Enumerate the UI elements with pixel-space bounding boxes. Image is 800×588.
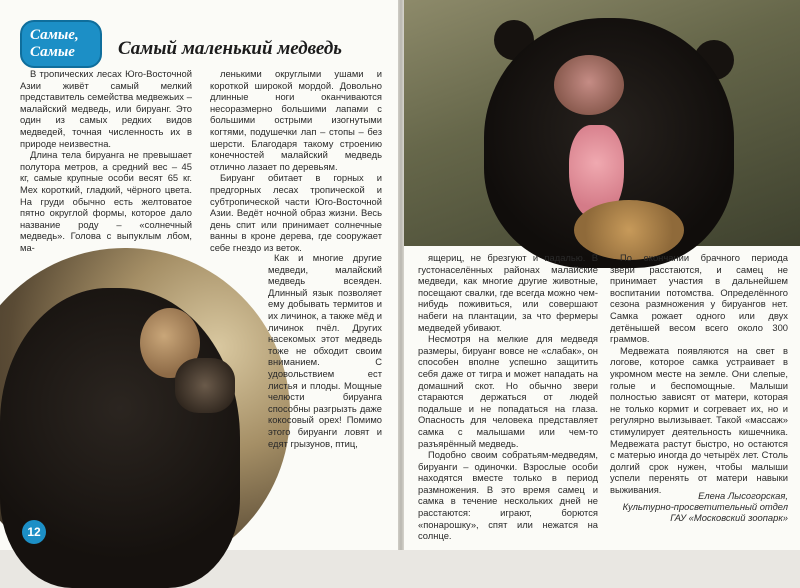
text-column-1 bbox=[20, 68, 192, 276]
paragraph: Несмотря на мелкие для медведя размеры, бируанг вовсе не «слабак», он способен вполне успешно защитить себя даже от тигра и может нападать на домашний скот. Но обычно звери стараются держаться от людей подальше и не попадаться на глаза. Опасность для человека представляет самка с малышами или чем-то разъярённый медведь. bbox=[418, 333, 598, 449]
paragraph: Медвежата появляются на свет в логове, которое самка устраивает в укромном месте на земле. Они слепые, голые и беспомощные. Малыши полностью зависят от матери, которая не только кормит и согревает их, но и регулярно вылизывает. Такой «массаж» стимулирует деятельность кишечника. Медвежата растут быстро, но остаются с матерью иногда до четырёх лет. Столь долгий срок нужен, чтобы малыши успели перенять от матери навыки выживания. bbox=[610, 344, 788, 495]
author-credit bbox=[610, 490, 788, 523]
paragraph: Длина тела бируанга не превышает полутора метров, а средний вес – 45 кг, самые крупные особи весят 65 кг. Мех короткий, гладкий, чёрного цвета. На груди обычно есть желтоватое пятно округлой формы, которое дало название роду – «солнечный медведь». Голова с выпуклым лбом, ма- bbox=[20, 149, 192, 253]
bear-photo-right bbox=[404, 0, 800, 246]
right-page bbox=[404, 0, 800, 550]
paragraph: ящериц, не брезгуют и падалью. В густонаселённых районах малайские медведи, как многие другие животные, посещают свалки, где всегда можно чем-нибудь поживиться, или совершают набеги на плантации, за что фермеры медведей убивают. bbox=[418, 252, 598, 333]
author-organization: ГАУ «Московский зоопарк» bbox=[670, 512, 788, 523]
article-title: Самый маленький медведь bbox=[118, 38, 342, 59]
rubric-badge bbox=[20, 20, 102, 68]
text-column-3 bbox=[268, 252, 382, 522]
left-page bbox=[0, 0, 398, 550]
rubric-line-1: Самые, bbox=[30, 27, 79, 43]
author-name: Елена Лысогорская, bbox=[698, 490, 788, 501]
rubric-line-2: Самые bbox=[30, 44, 75, 60]
paragraph: ленькими округлыми ушами и короткой широкой мордой. Довольно длинные ноги оканчиваются несоразмерно большими лапами с большими острыми изогнутыми когтями, подушечки лап – стопы – без шерсти. Благодаря такому строению конечностей малайский медведь отлично лазает по деревьям. bbox=[210, 68, 382, 172]
paragraph: Бируанг обитает в горных и предгорных лесах тропической и субтропической части Юго-Восточной Азии. Ведёт ночной образ жизни. Весь день спит или принимает солнечные ванны в кроне дерева, где сооружает себе гнездо из веток. bbox=[210, 172, 382, 253]
text-column-5 bbox=[610, 252, 788, 495]
bear-chest-patch bbox=[574, 200, 684, 260]
paragraph: По окончании брачного периода звери расстаются, и самец не принимает участия в дальнейшем воспитании потомства. Определённого сезона размножения у бируангов нет. Самка рожает одного или двух детёнышей весом всего около 300 граммов. bbox=[610, 252, 788, 345]
page-number: 12 bbox=[22, 520, 46, 544]
text-column-2 bbox=[210, 68, 382, 254]
author-department: Культурно-просветительный отдел bbox=[622, 501, 788, 512]
text-column-4 bbox=[418, 252, 598, 542]
paragraph: Подобно своим собратьям-медведям, бируанги – одиночки. Взрослые особи находятся вместе только в период размножения. В это время самец и самка в течение нескольких дней не расстаются: играют, борются «понарошку», спят или нежатся на солнце. bbox=[418, 449, 598, 542]
bear-claws bbox=[175, 358, 235, 413]
paragraph: Как и многие другие медведи, малайский медведь всеяден. Длинный язык позволяет ему добывать термитов и их личинок, а также мёд и личинок пчёл. Других насекомых этот медведь тоже не обходит своим вниманием. С удовольствием ест листья и плоды. Мощные челюсти бируанга способны разгрызть даже кокосовый орех! Помимо этого бируанги ловят и едят грызунов, птиц, bbox=[268, 252, 382, 449]
bear-snout bbox=[554, 55, 624, 115]
paragraph: В тропических лесах Юго-Восточной Азии живёт самый мелкий представитель семейства медвежьих – малайский медведь, или бируанг. Это один из самых редких видов медведей, точная численность их в природе неизвестна. bbox=[20, 68, 192, 149]
